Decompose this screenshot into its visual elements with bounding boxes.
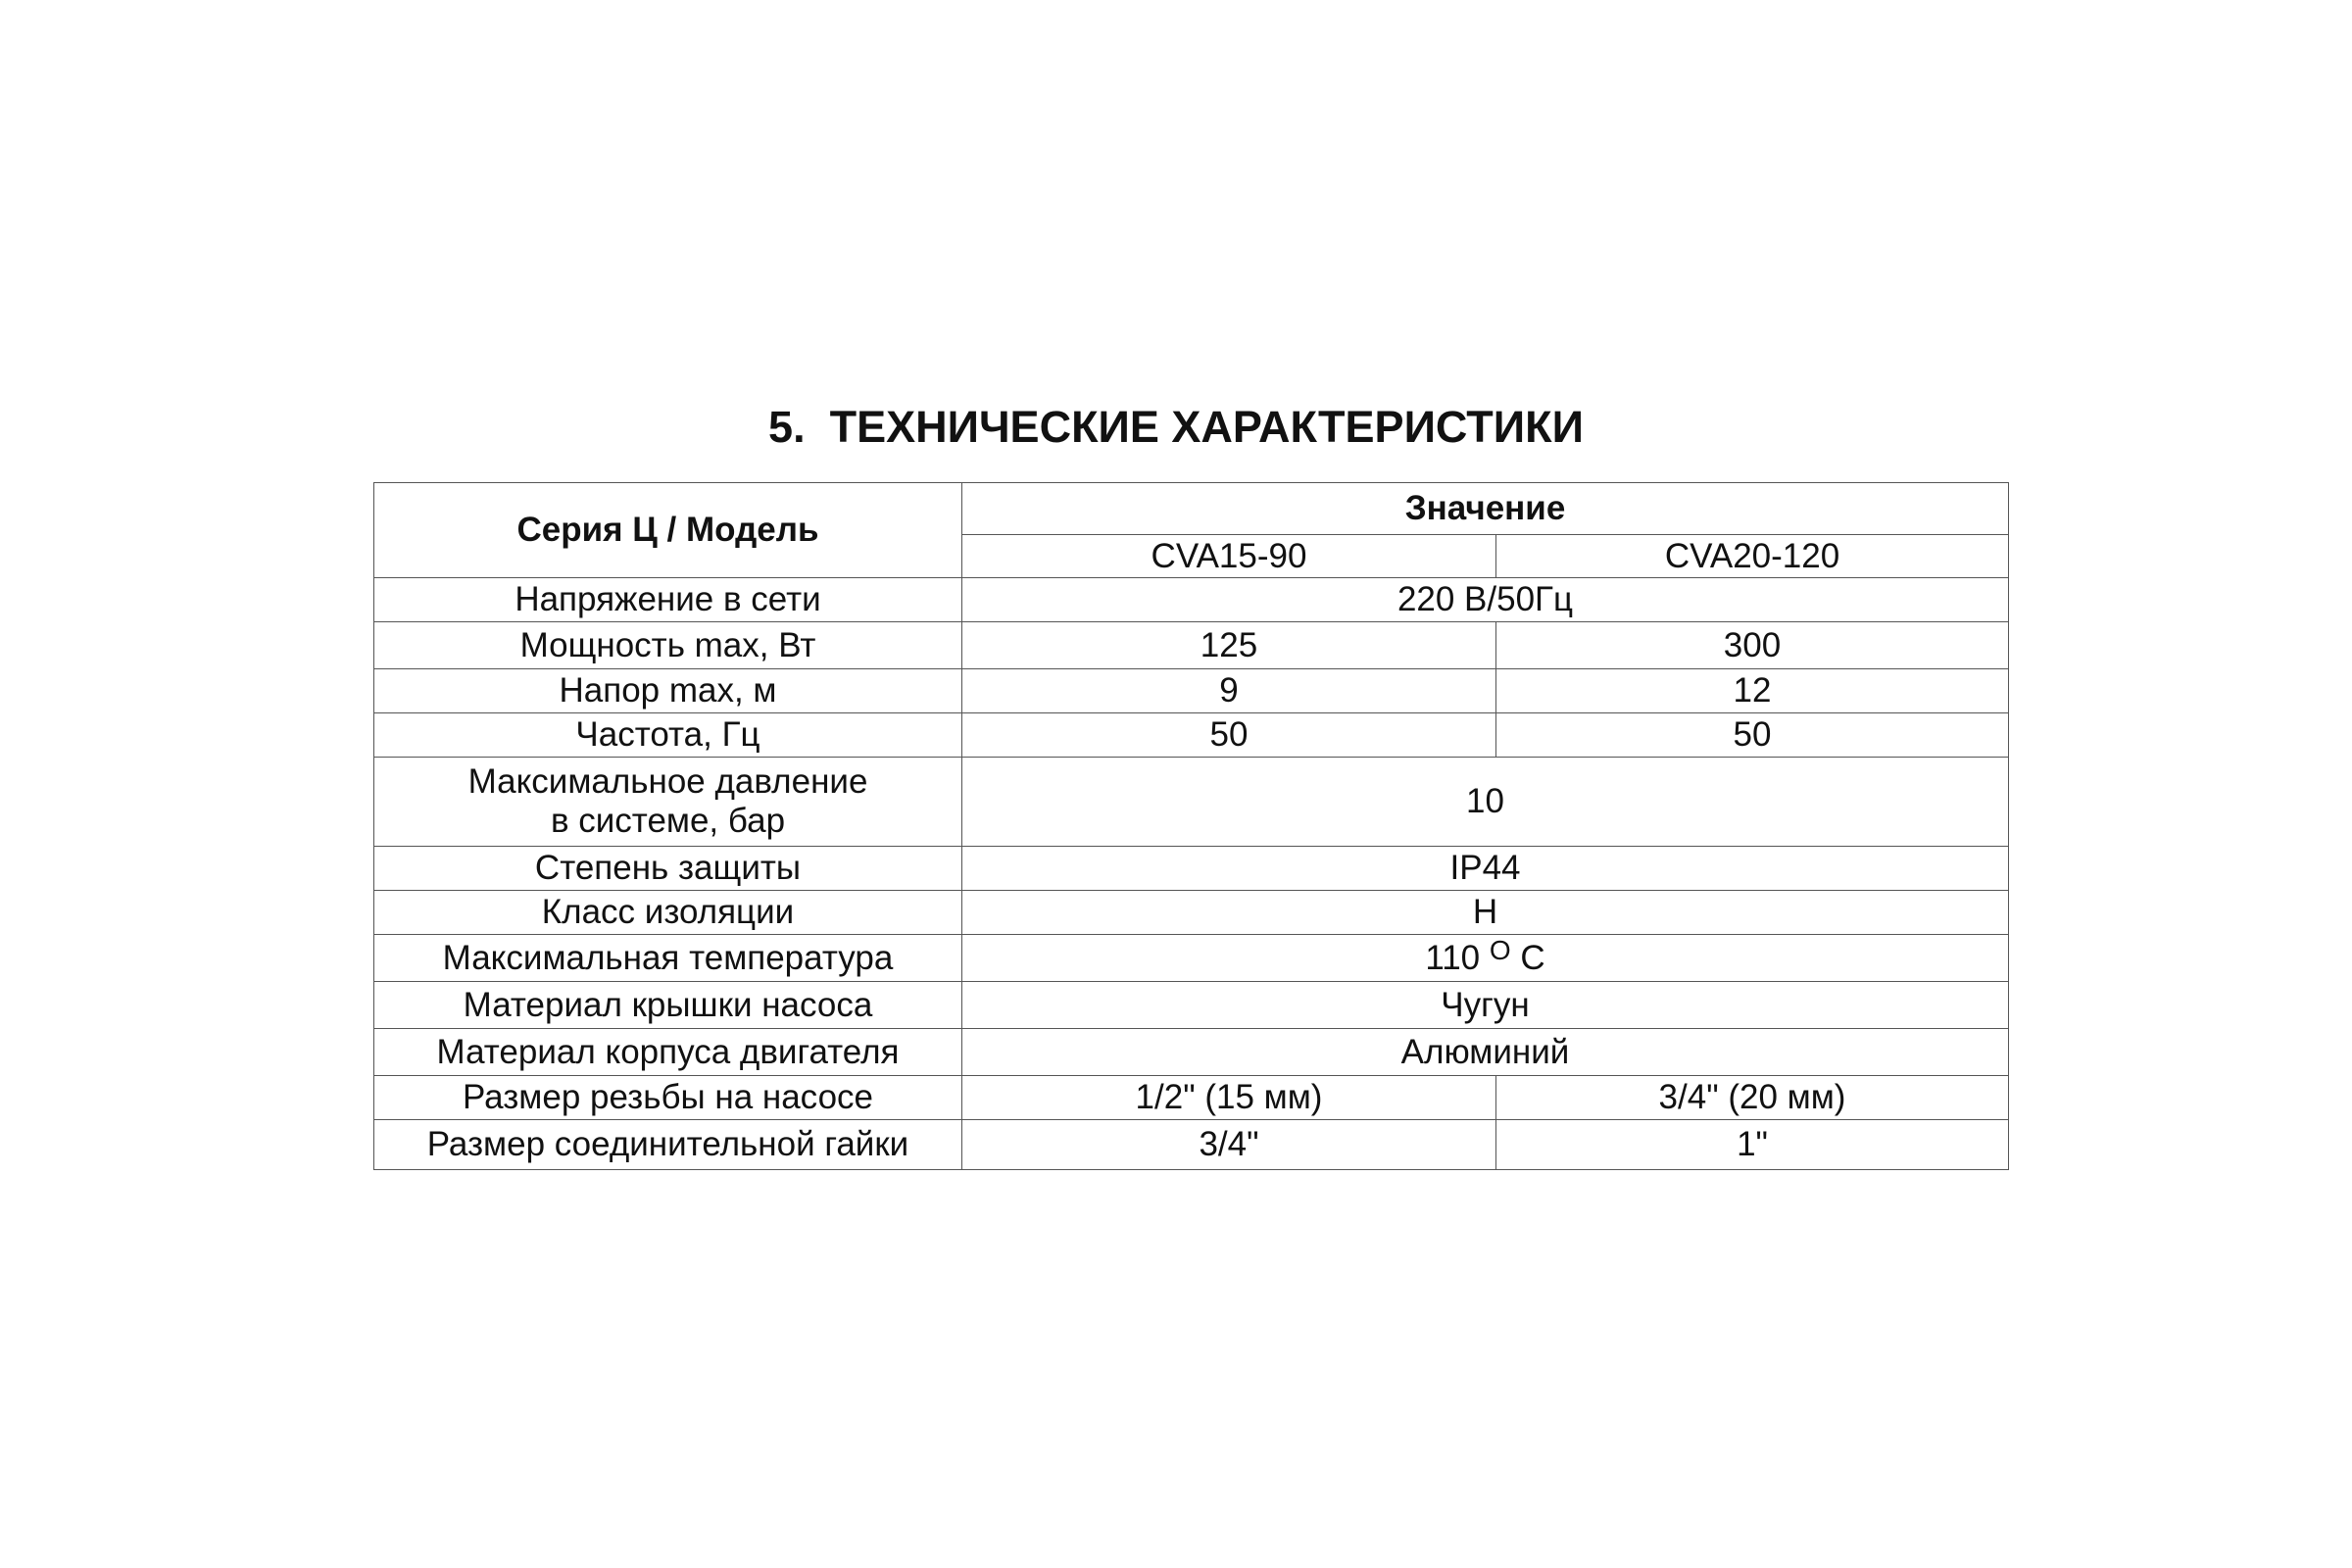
row-value: IP44: [962, 847, 2009, 891]
degree-sign: O: [1489, 934, 1511, 965]
row-value-b: 50: [1496, 713, 2009, 758]
table-row: [374, 1120, 2009, 1170]
header-model-a: CVA15-90: [962, 535, 1496, 578]
row-value-b: 3/4" (20 мм): [1496, 1076, 2009, 1120]
row-value-b: 12: [1496, 669, 2009, 713]
row-value-a: 125: [962, 622, 1496, 669]
page-title: 5. ТЕХНИЧЕСКИЕ ХАРАКТЕРИСТИКИ: [768, 402, 1584, 452]
row-value: 10: [962, 758, 2009, 847]
specifications-table: [373, 482, 2009, 1170]
row-label: Мощность max, Вт: [374, 622, 962, 669]
table-row: [374, 622, 2009, 669]
row-label: Напряжение в сети: [374, 578, 962, 622]
row-label: Материал крышки насоса: [374, 982, 962, 1029]
table-row: [374, 713, 2009, 758]
row-label: Класс изоляции: [374, 891, 962, 935]
row-value: Чугун: [962, 982, 2009, 1029]
row-label: Максимальная температура: [374, 935, 962, 982]
table-header-row: [374, 483, 2009, 535]
row-label: Размер резьбы на насосе: [374, 1076, 962, 1120]
table-row: [374, 1076, 2009, 1120]
row-value-a: 3/4": [962, 1120, 1496, 1170]
header-series-model: Серия Ц / Модель: [374, 483, 962, 578]
row-value-a: 1/2" (15 мм): [962, 1076, 1496, 1120]
table-row: [374, 847, 2009, 891]
table-row: [374, 1029, 2009, 1076]
table-row: [374, 669, 2009, 713]
row-label-line-2: в системе, бар: [550, 802, 786, 840]
row-value: 220 В/50Гц: [962, 578, 2009, 622]
row-label: Размер соединительной гайки: [374, 1120, 962, 1170]
row-value-a: 9: [962, 669, 1496, 713]
row-value-b: 1": [1496, 1120, 2009, 1170]
row-label: Напор max, м: [374, 669, 962, 713]
temperature-unit: C: [1520, 938, 1545, 977]
row-label: Частота, Гц: [374, 713, 962, 758]
row-value-a: 50: [962, 713, 1496, 758]
row-label: Степень защиты: [374, 847, 962, 891]
row-value: H: [962, 891, 2009, 935]
table-row: [374, 758, 2009, 847]
row-value: [962, 935, 2009, 982]
table-row: [374, 982, 2009, 1029]
header-value-group: Значение: [962, 483, 2009, 535]
row-value-b: 300: [1496, 622, 2009, 669]
row-label: Материал корпуса двигателя: [374, 1029, 962, 1076]
table-row: [374, 891, 2009, 935]
row-label-line-1: Максимальное давление: [467, 762, 868, 801]
header-model-b: CVA20-120: [1496, 535, 2009, 578]
table-row: [374, 578, 2009, 622]
row-value: Алюминий: [962, 1029, 2009, 1076]
temperature-number: 110: [1425, 938, 1481, 977]
row-label: [374, 758, 962, 847]
table-row: [374, 935, 2009, 982]
